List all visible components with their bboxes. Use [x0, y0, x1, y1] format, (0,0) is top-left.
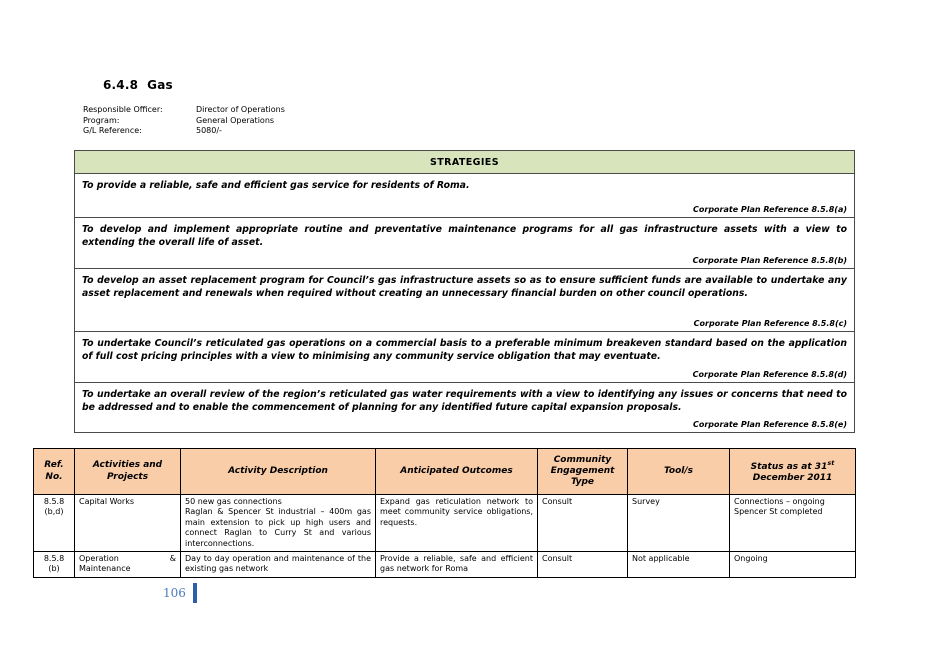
strategies-table	[74, 150, 855, 433]
section-title: Gas	[147, 78, 173, 92]
info-value: Director of Operations	[196, 105, 285, 114]
cell-description: 50 new gas connections Raglan & Spencer St industrial – 400m gas main extension to pick up high users and connect Raglan to Curry St and various interconnections.	[181, 495, 376, 552]
cell-engagement: Consult	[538, 551, 628, 577]
activities-table	[33, 448, 856, 578]
table-header-row	[34, 449, 856, 495]
strategy-item	[75, 174, 854, 218]
cell-tools: Not applicable	[628, 551, 730, 577]
strategy-item	[75, 332, 854, 383]
info-block	[83, 105, 285, 137]
strategy-text: To provide a reliable, safe and efficient gas service for residents of Roma.	[82, 180, 470, 191]
column-header-description: Activity Description	[181, 449, 376, 495]
info-row-responsible-officer	[83, 105, 285, 116]
info-label: Responsible Officer:	[83, 105, 163, 114]
cell-status: Ongoing	[730, 551, 856, 577]
cell-outcomes: Expand gas reticulation network to meet community service obligations, requests.	[376, 495, 538, 552]
info-label: G/L Reference:	[83, 126, 142, 136]
strategies-header: STRATEGIES	[75, 151, 854, 174]
cell-activity: Capital Works	[75, 495, 181, 552]
strategy-item	[75, 269, 854, 332]
strategy-text: To develop an asset replacement program for Council’s gas infrastructure assets so as to ensure sufficient funds are available to undertake any asset replacement and renewals when required without creating an unnecessary financial burden on other council operations.	[82, 275, 847, 299]
column-header-engagement: Community Engagement Type	[538, 449, 628, 495]
corporate-plan-reference: Corporate Plan Reference 8.5.8(b)	[692, 256, 847, 265]
corporate-plan-reference: Corporate Plan Reference 8.5.8(d)	[692, 370, 847, 379]
section-number: 6.4.8	[103, 78, 139, 92]
cell-ref-no: 8.5.8 (b,d)	[34, 495, 75, 552]
table-row	[34, 551, 856, 577]
corporate-plan-reference: Corporate Plan Reference 8.5.8(a)	[693, 205, 847, 214]
table-row	[34, 495, 856, 552]
text-cursor-bar	[193, 583, 197, 603]
info-value: 5080/-	[196, 126, 222, 136]
info-value: General Operations	[196, 115, 275, 125]
corporate-plan-reference: Corporate Plan Reference 8.5.8(e)	[692, 420, 847, 429]
column-header-activities: Activities and Projects	[75, 449, 181, 495]
cell-description: Day to day operation and maintenance of the existing gas network	[181, 551, 376, 577]
column-header-ref-no: Ref. No.	[34, 449, 75, 495]
strategy-text: To undertake Council’s reticulated gas operations on a commercial basis to a preferable minimum breakeven standard based on the application of full cost pricing principles with a view to minimising any community service obligation that may eventuate.	[82, 338, 847, 362]
column-header-status: Status as at 31st December 2011	[730, 449, 856, 495]
strategy-item	[75, 383, 854, 432]
strategy-text: To undertake an overall review of the region’s reticulated gas water requirements with a view to identifying any issues or concerns that need to be addressed and to enable the commencement of planning for any identified future capital expansion proposals.	[82, 389, 847, 413]
column-header-tools: Tool/s	[628, 449, 730, 495]
column-header-outcomes: Anticipated Outcomes	[376, 449, 538, 495]
cell-ref-no: 8.5.8 (b)	[34, 551, 75, 577]
strategy-text: To develop and implement appropriate routine and preventative maintenance programs for all gas infrastructure assets with a view to extending the overall life of asset.	[82, 224, 847, 248]
info-row-program	[83, 116, 285, 127]
cell-engagement: Consult	[538, 495, 628, 552]
cell-status: Connections – ongoing Spencer St completed	[730, 495, 856, 552]
page-number: 106	[163, 586, 186, 600]
strategy-item	[75, 218, 854, 269]
info-row-gl-reference	[83, 126, 285, 137]
page-footer	[163, 583, 197, 603]
info-label: Program:	[83, 115, 120, 125]
section-heading	[103, 78, 173, 92]
cell-tools: Survey	[628, 495, 730, 552]
cell-outcomes: Provide a reliable, safe and efficient gas network for Roma	[376, 551, 538, 577]
cell-activity: Operation & Maintenance	[75, 551, 181, 577]
corporate-plan-reference: Corporate Plan Reference 8.5.8(c)	[693, 319, 847, 328]
